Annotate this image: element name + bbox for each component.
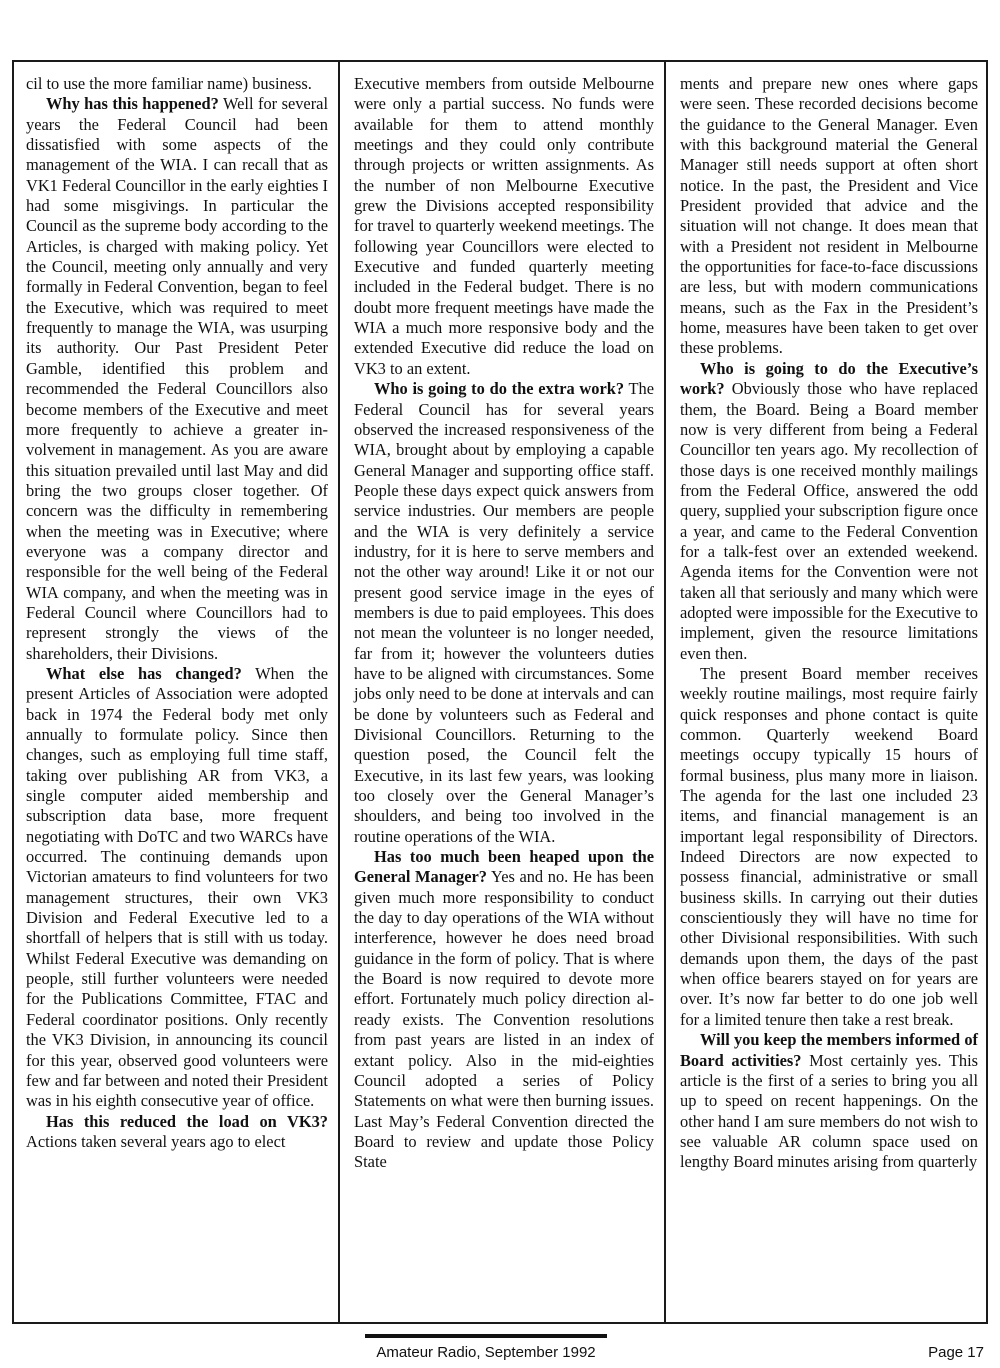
paragraph-text: Most certainly yes. This article is the first of a series to bring you all up to speed on recent happenings. On the other hand I am sure members do not wish to see valuable AR column space used on lengthy Board minutes arising from quarterly bbox=[680, 1050, 979, 1172]
page-number: Page 17 bbox=[928, 1344, 984, 1361]
paragraph-text: The Federal Council has for several years observed the increased responsiveness of the WIA, brought about by employing a capable General Manager and supporting office staff. People these days expect quick answers from service industries. Our members are people and the WIA is very definitely a service industry, for it is here to serve members and not the other way around! Like it or not our present good service image in the eyes of members is due to paid employees. This does not mean the volunteer is no longer needed, far from it; however the volunteers duties have to be aligned with circumstances. Some jobs only need to be done at intervals and can be done by volunteers such as Federal and Divisional Councillors. Returning to the question posed, the Council felt the Executive, in its last few years, was looking too closely over the General Manager’s shoulders, and being too involved in the routine operations of the WIA. bbox=[354, 379, 654, 846]
paragraph-text: Executive members from outside Melbourne were only a partial success. No funds were available for them to attend monthly meetings and they could only contribute through projects or written assignments. As the number of non Melbourne Executive grew the Divisions accepted responsibility for travel to quarterly weekend meetings. The following year Councillors were elected to Executive and funded quarterly meeting included in the Federal budget. There is no doubt more frequent meetings have made the WIA a much more responsive body and the extended Executive did reduce the load on VK3 to an extent. bbox=[354, 74, 654, 378]
paragraph-heading: Why has this happened? bbox=[46, 94, 219, 114]
footer-rule bbox=[365, 1334, 607, 1338]
paragraph-text: Yes and no. He has been given much more responsibility to conduct the day to day operations of the WIA without interference, however he does need broad guidance in the form of policy. That is where the Board is now required to devote more effort. Fortunately much policy direction already exists. The Convention resolutions from past years are listed in an index of extant policy. Also in the mid-eighties Council adopted a series of Policy Statements on what were then burning issues. Last May’s Federal Convention directed the Board to review and update those Policy State bbox=[354, 867, 654, 1172]
paragraph bbox=[26, 94, 328, 664]
text-column-2 bbox=[338, 60, 664, 1324]
paragraph-text: Obviously those who have replaced them, the Board. Being a Board member now is very different from being a Federal Councillor ten years ago. My recollection of those days is one received monthly mailings from the Federal Office, answered the odd query, supplied your subscription figure once a year, and came to the Federal Convention for a talk-fest over an extended weekend. Agenda items for the Convention were not taken all that seriously and many which were adopted were impossible for the Executive to implement, given the resource limitations even then. bbox=[680, 379, 978, 663]
paragraph bbox=[680, 359, 978, 664]
paragraph bbox=[26, 74, 328, 94]
paragraph-text: Actions taken several years ago to elect bbox=[26, 1131, 286, 1151]
paragraph-text: ments and prepare new ones where gaps were seen. These recorded decisions become the guidance to the General Manager. Even with this background material the General Manager still needs support at often short notice. In the past, the President and Vice President provided that advice and the situation will not change. It does mean that with a President not resident in Melbourne the opportunities for face-to-face discussions are less, but with modern communications means, such as the Fax in the President’s home, measures have been taken to get over these problems. bbox=[680, 74, 978, 358]
paragraph-text: When the present Articles of Association were adopted back in 1974 the Federal body met only annually to formulate policy. Since then changes, such as employing full time staff, taking over publishing AR from VK3, a single computer aided membership and subscription data base, more frequent negotiating with DoTC and two WARCs have occurred. The continuing demands upon Victorian amateurs to find volunteers for two management structures, their own VK3 Division and Federal Executive led to a shortfall of helpers that is still with us today. Whilst Federal Executive was demanding on people, still further volunteers were needed for the Publications Committee, FTAC and Federal coordinator positions. Only recently the VK3 Division, in announcing its council for this year, observed good volunteers were few and far between and noted their President was in his eighth consecutive year of office. bbox=[26, 663, 329, 1111]
paragraph-text: cil to use the more familiar name) business. bbox=[26, 74, 312, 93]
paragraph bbox=[354, 74, 654, 379]
text-column-3 bbox=[664, 60, 988, 1324]
text-column-1 bbox=[12, 60, 338, 1324]
paragraph-heading: What else has changed? bbox=[46, 663, 242, 683]
paragraph-heading: Has too much been heaped upon the General Manager? bbox=[354, 847, 654, 887]
paragraph bbox=[354, 379, 654, 847]
paragraph bbox=[680, 1030, 978, 1172]
paragraph bbox=[26, 1112, 328, 1153]
paragraph bbox=[354, 847, 654, 1173]
paragraph bbox=[680, 664, 978, 1030]
paragraph-text: Well for several years the Federal Council had been dissatisfied with some aspects of the management of the WIA. I can recall that as VK1 Federal Councillor in the early eighties I had some misgivings. In particular the Council as the supreme body according to the Articles, is charged with making policy. Yet the Council, meeting only annually and very formally in Federal Convention, began to feel the Executive, which was required to meet frequently to manage the WIA, was usurping its authority. Our Past President Peter Gamble, identified this problem and recommended the Federal Councillors also become members of the Executive and meet more frequently to achieve a greater involvement in management. As you are aware this situation prevailed until last May and did bring the two groups closer together. Of concern was the difficulty in remembering when the meeting was in Executive; where everyone was a company director and responsible for the well being of the Federal WIA company, and when the meeting was in Federal Council where Councillors had to represent strongly the views of the shareholders, their Divisions. bbox=[26, 94, 328, 663]
footer-publication: Amateur Radio, September 1992 bbox=[376, 1344, 596, 1361]
paragraph-heading: Who is going to do the extra work? bbox=[374, 379, 625, 399]
paragraph bbox=[26, 664, 328, 1112]
paragraph-heading: Who is going to do the Executive’s work? bbox=[680, 358, 978, 399]
paragraph-heading: Has this reduced the load on VK3? bbox=[46, 1111, 328, 1131]
paragraph bbox=[680, 74, 978, 359]
paragraph-text: The present Board member receives weekly routine mailings, most require fairly quick responses and phone contact is quite common. Quarterly weekend Board meetings occupy typically 15 hours of formal business, plus many more in liaison. The agenda for the last one included 23 items, and financial management is an important legal responsibility of Directors. Indeed Directors are now expected to possess financial, administrative or small business skills. In carrying out their duties conscientiously they will have no time for other Divisional responsibilities. With such demands upon them, the days of the past when office bearers stayed on for years are over. It’s now far better to do one job well for a limited tenure then take a rest break. bbox=[680, 663, 978, 1029]
paragraph-heading: Will you keep the members informed of Board activities? bbox=[680, 1030, 978, 1070]
